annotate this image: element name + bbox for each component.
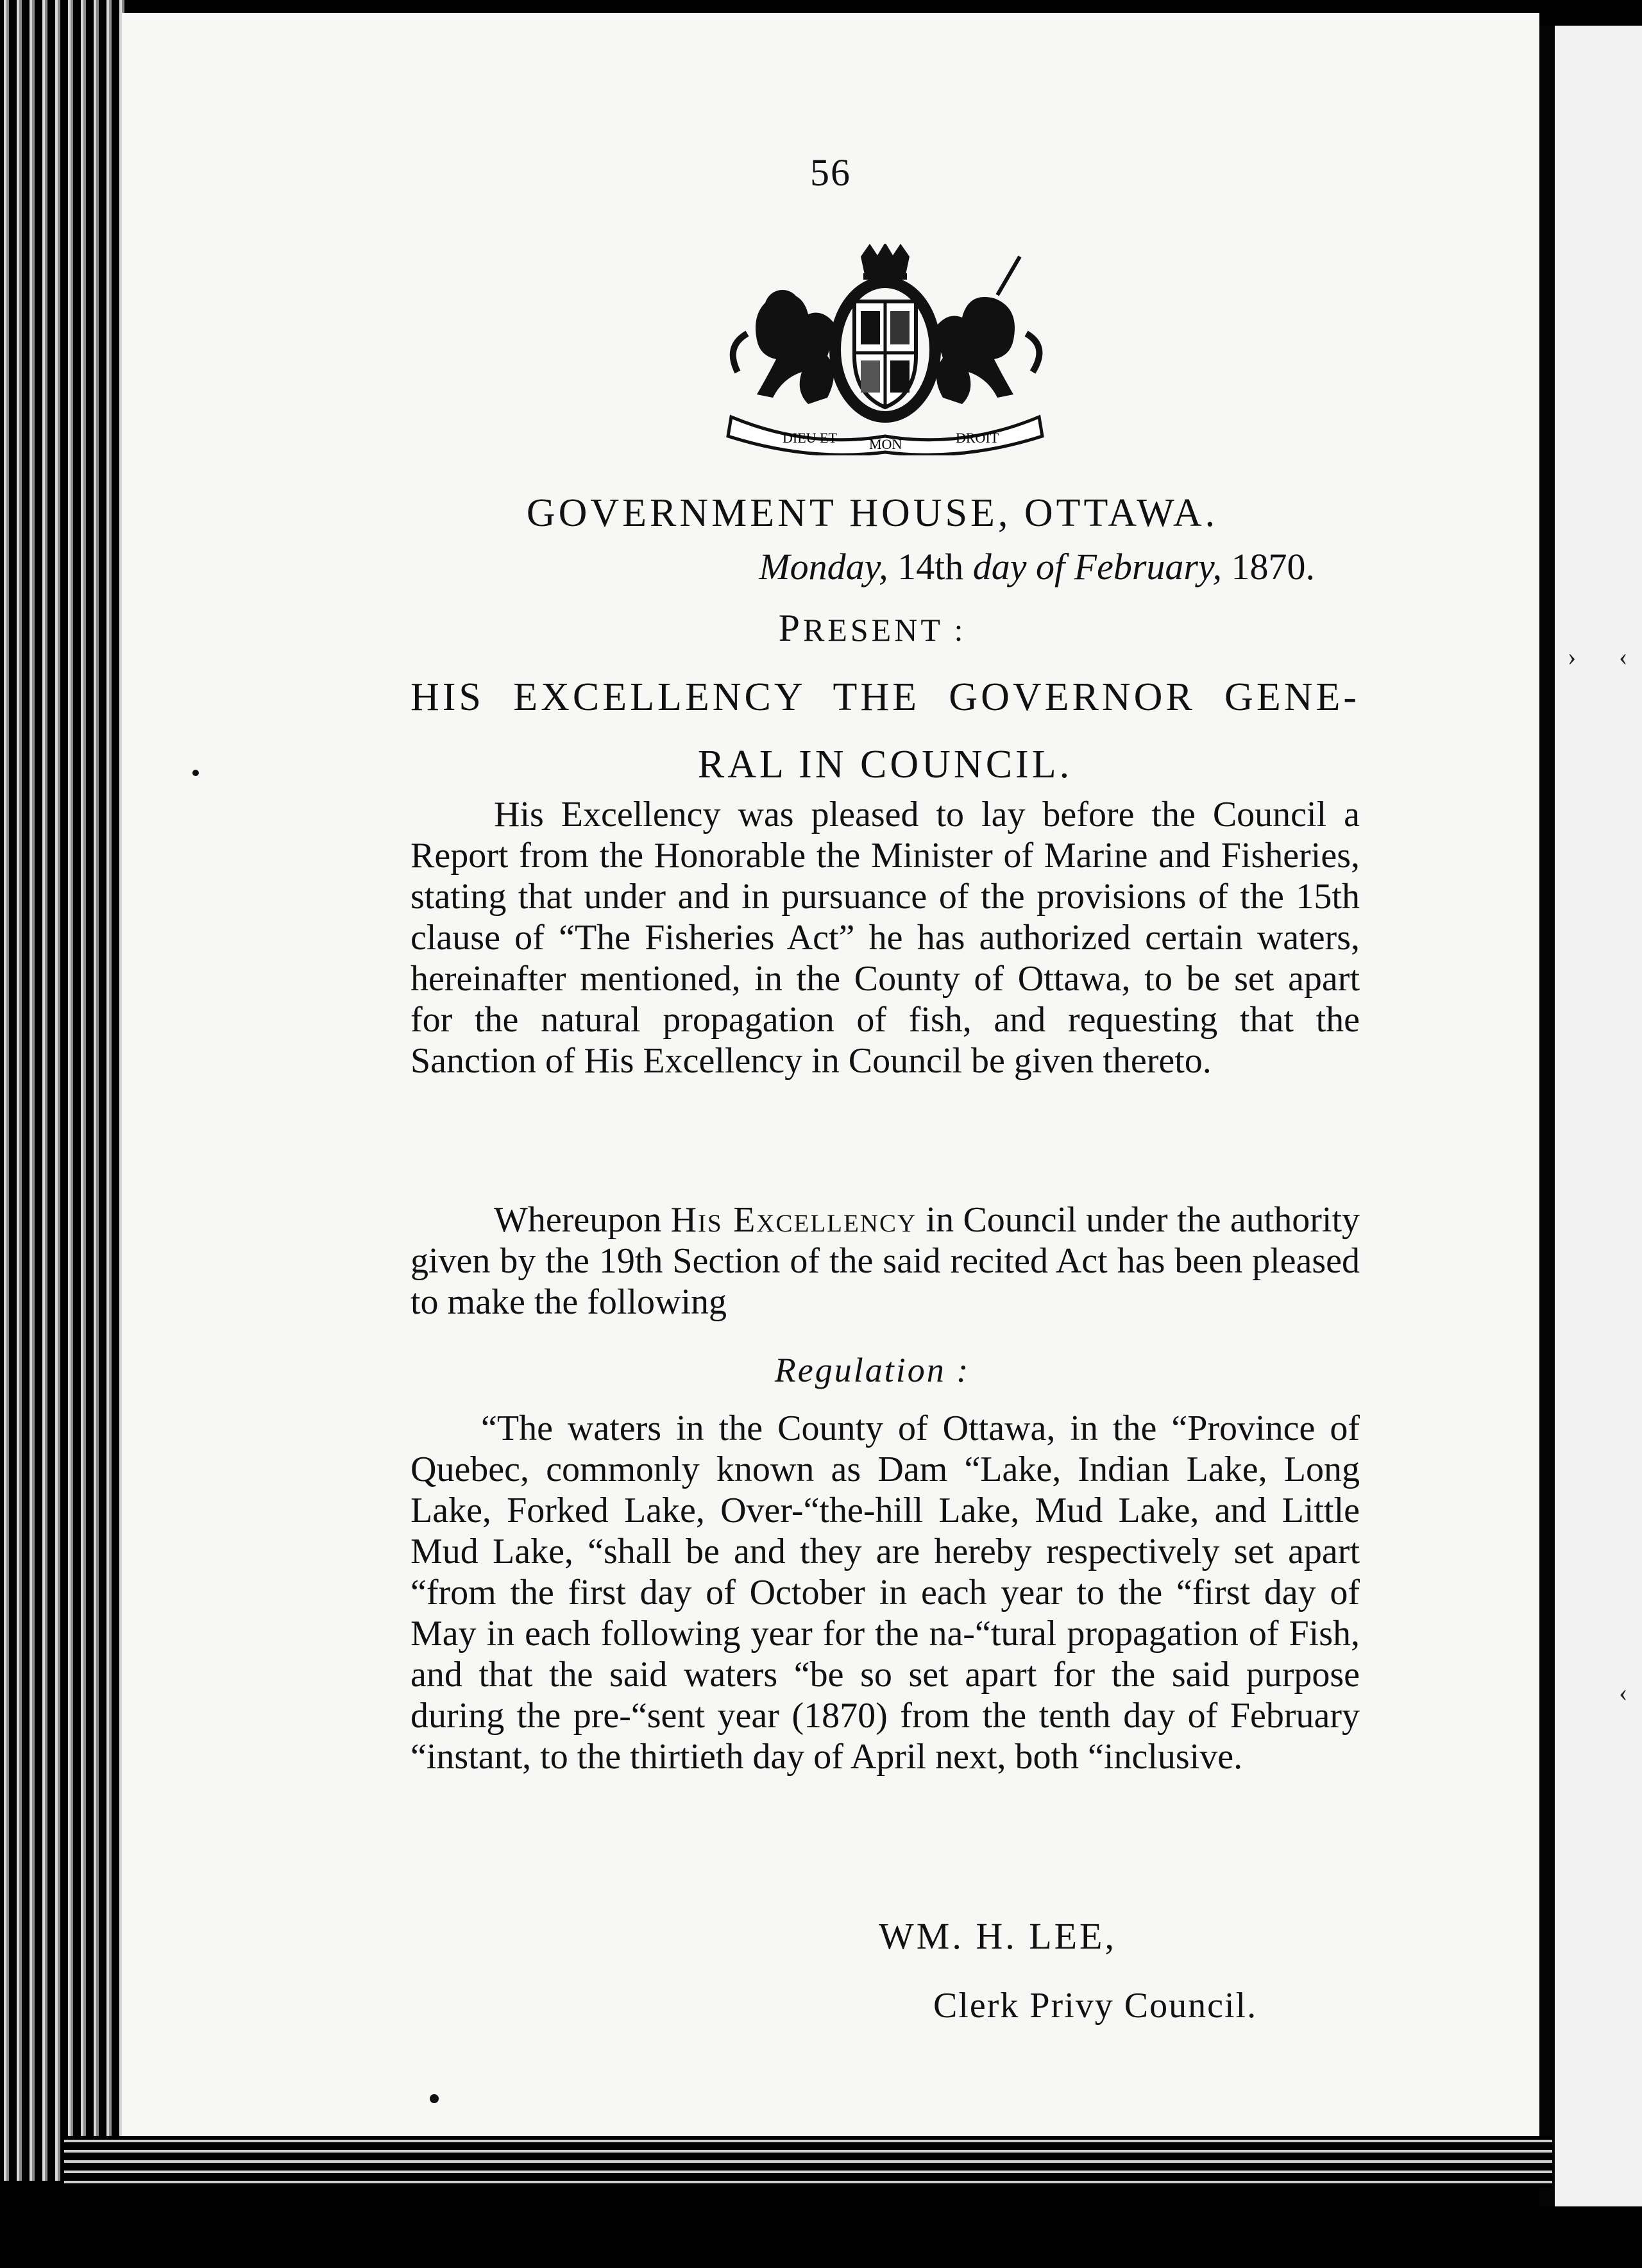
- dateline-day-of: day of: [972, 546, 1065, 588]
- whereupon-lead: Whereupon: [494, 1200, 662, 1240]
- dateline-month: February,: [1074, 546, 1222, 588]
- margin-mark: ›: [1568, 642, 1577, 671]
- present-label: [122, 606, 1623, 650]
- dateline-year: 1870.: [1231, 546, 1315, 588]
- dateline-day: 14th: [897, 546, 964, 588]
- crest-motto-left: DIEU ET: [783, 430, 837, 446]
- signatory-title: Clerk Privy Council.: [933, 1986, 1258, 2026]
- margin-mark: ‹: [1619, 1678, 1628, 1707]
- signatory-name: WM. H. LEE,: [879, 1915, 1117, 1957]
- document-page: [122, 13, 1539, 2187]
- document-heading: GOVERNMENT HOUSE, OTTAWA.: [526, 491, 1219, 535]
- page-edges-bottom: [64, 2136, 1552, 2187]
- regulation-text: “The waters in the County of Ottawa, in the “Province of Quebec, commonly known as Dam “Lake, Indian Lake, Long Lake, Forked Lake, Over-“the-hill Lake, Mud Lake, and Little Mud Lake, “shall be and they are hereby respectively set apart “from the first day of October in each year to the “first day of May in each following year for the na-“tural propagation of Fish, and that the said waters “be so set apart for the said purpose during the pre-“sent year (1870) from the tenth day of February “instant, to the thirtieth day of April next, both “inclusive.: [410, 1409, 1360, 1777]
- dateline: [122, 545, 1315, 588]
- report-paragraph: His Excellency was pleased to lay before the Council a Report from the Honorable the Minister of Marine and Fisheries, stating that under and in pursuance of the provisions of the 15th clause of “The Fisheries Act” he has authorized certain waters, hereinafter mentioned, in the County of Ottawa, to be set apart for the natural propagation of fish, and requesting that the Sanction of His Excellency in Council be given thereto.: [410, 795, 1360, 1081]
- dateline-weekday: Monday,: [759, 546, 888, 588]
- page-edges: [0, 0, 128, 2181]
- whereupon-paragraph: [410, 1199, 1360, 1323]
- regulation-label: Regulation :: [774, 1351, 970, 1389]
- ink-speck: [430, 2094, 439, 2103]
- present-label-rest: RESENT: [802, 612, 943, 648]
- present-label-initial: P: [778, 607, 803, 649]
- facing-page-strip: [1539, 26, 1642, 2206]
- present-label-colon: :: [954, 612, 967, 648]
- whereupon-rest: in Council under the authority given by the 19th Section of the said recited Act has been pleased to make the following: [410, 1200, 1360, 1322]
- royal-coat-of-arms-icon: [712, 244, 1058, 455]
- page-number: 56: [810, 151, 851, 194]
- whereupon-title: His Excellency: [670, 1200, 917, 1240]
- crest-motto-right: DROIT: [956, 430, 999, 446]
- council-heading: HIS EXCELLENCY THE GOVERNOR GENE-RAL IN COUNCIL.: [410, 675, 1360, 786]
- ink-speck: [192, 770, 199, 776]
- crest-motto-center: MON: [869, 436, 902, 452]
- margin-mark: ‹: [1619, 642, 1628, 671]
